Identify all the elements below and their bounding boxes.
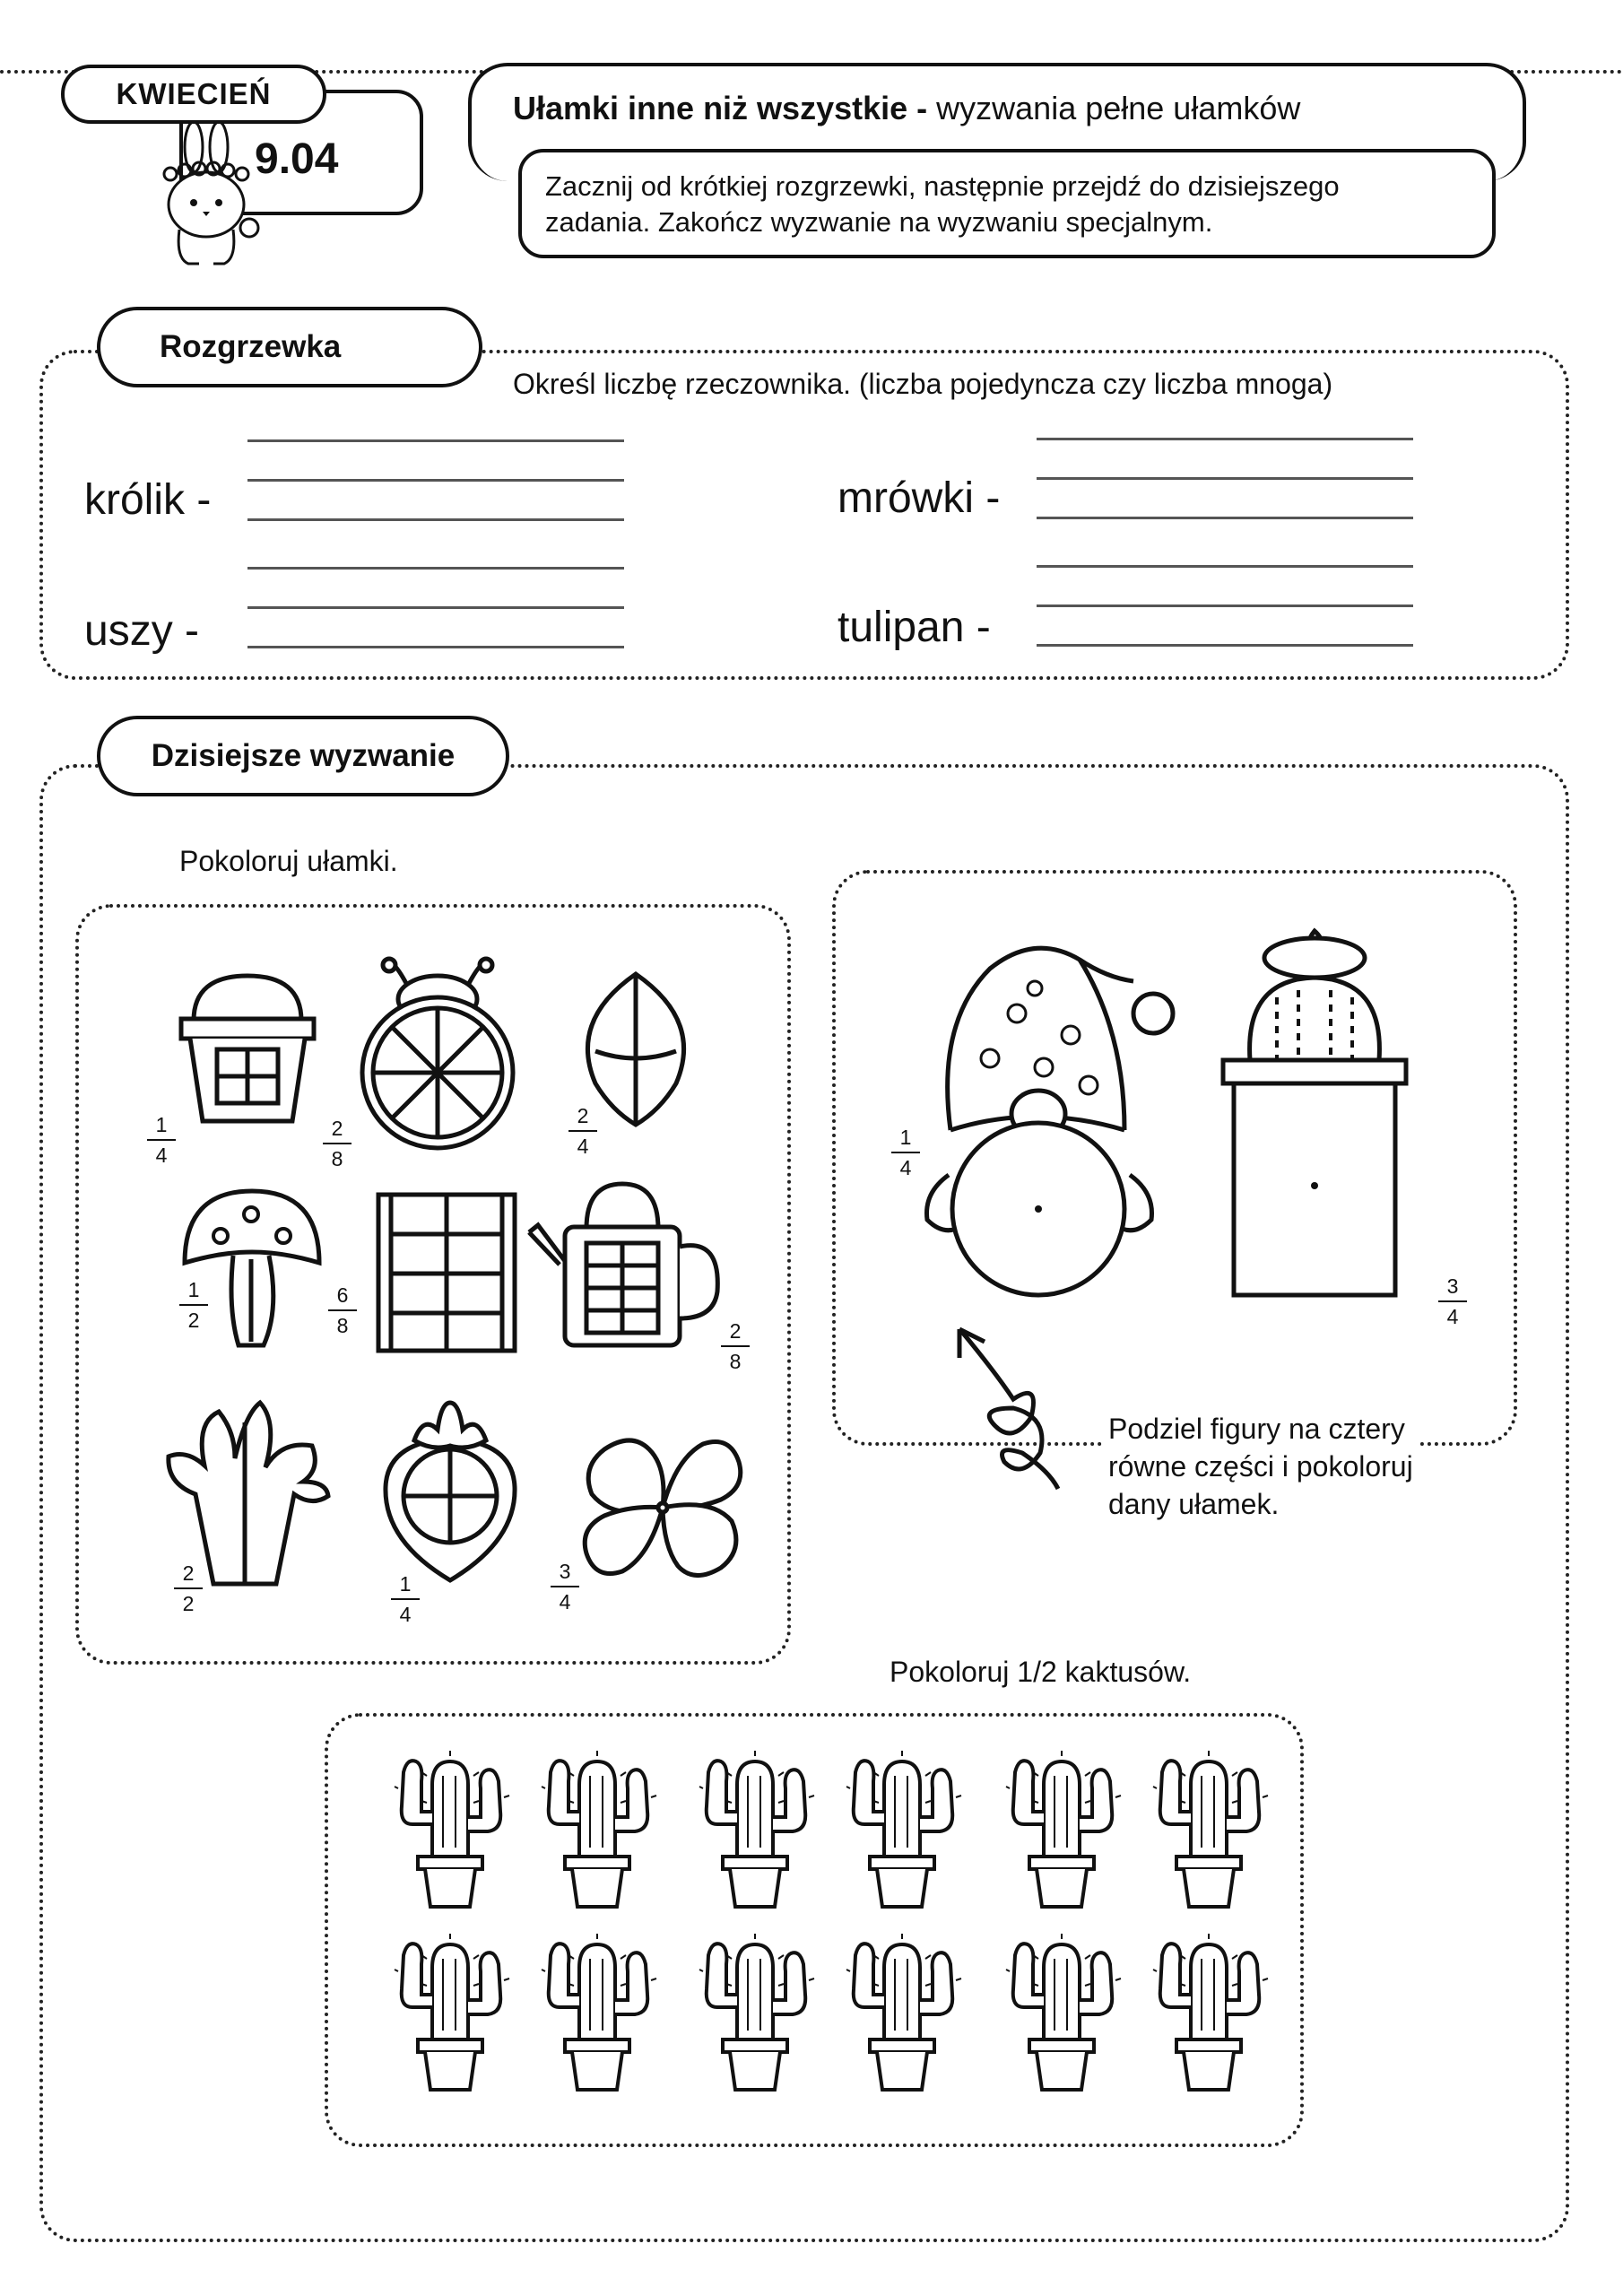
intro-line-2: zadania. Zakończ wyzwanie na wyzwaniu specjalnym. bbox=[545, 206, 1213, 238]
fraction-label: 2 4 bbox=[565, 1103, 601, 1159]
answer-line[interactable] bbox=[247, 567, 624, 570]
cactus-icon[interactable] bbox=[1153, 1932, 1270, 2102]
flower-icon[interactable] bbox=[577, 1422, 748, 1593]
title-text bbox=[513, 90, 1300, 127]
cactus-icon[interactable] bbox=[699, 1749, 816, 1919]
ladybug-icon[interactable] bbox=[348, 956, 527, 1153]
answer-line[interactable] bbox=[247, 518, 624, 521]
answer-line[interactable] bbox=[1037, 604, 1413, 607]
answer-line[interactable] bbox=[247, 439, 624, 442]
date-label: 9.04 bbox=[255, 135, 339, 183]
warmup-label: Rozgrzewka bbox=[160, 329, 342, 364]
cactus-icon[interactable] bbox=[1153, 1749, 1270, 1919]
bucket-icon[interactable] bbox=[176, 967, 319, 1128]
challenge-label: Dzisiejsze wyzwanie bbox=[151, 738, 456, 773]
cactus-icon[interactable] bbox=[1006, 1932, 1123, 2102]
challenge-tab bbox=[97, 716, 509, 796]
cactus-icon[interactable] bbox=[542, 1932, 658, 2102]
fraction-label: 2 8 bbox=[717, 1318, 753, 1374]
answer-line[interactable] bbox=[1037, 477, 1413, 480]
divide-line-1: Podziel figury na cztery bbox=[1108, 1413, 1405, 1445]
warmup-tab bbox=[97, 307, 482, 387]
strawberry-icon[interactable] bbox=[378, 1397, 522, 1586]
intro-text bbox=[545, 169, 1340, 240]
word-krolik: królik - bbox=[84, 476, 212, 524]
intro-line-1: Zacznij od krótkiej rozgrzewki, następnie przejdź do dzisiejszego bbox=[545, 170, 1340, 202]
fraction-label: 1 4 bbox=[143, 1112, 179, 1168]
answer-line[interactable] bbox=[247, 646, 624, 648]
fraction-label: 3 4 bbox=[547, 1559, 583, 1614]
chocolate-bar-icon[interactable] bbox=[373, 1189, 520, 1356]
answer-line[interactable] bbox=[1037, 438, 1413, 440]
color-fractions-label: Pokoloruj ułamki. bbox=[179, 845, 398, 877]
arrow-icon bbox=[942, 1318, 1076, 1498]
answer-line[interactable] bbox=[1037, 517, 1413, 519]
word-uszy: uszy - bbox=[84, 607, 200, 655]
cactus-icon[interactable] bbox=[846, 1749, 963, 1919]
answer-line[interactable] bbox=[247, 479, 624, 482]
answer-line[interactable] bbox=[247, 606, 624, 609]
cactus-icon[interactable] bbox=[699, 1932, 816, 2102]
divide-instruction bbox=[1105, 1408, 1417, 1525]
gnome-icon[interactable] bbox=[918, 924, 1187, 1300]
word-mrowki: mrówki - bbox=[838, 474, 1001, 522]
cactus-icon[interactable] bbox=[395, 1932, 511, 2102]
warmup-instruction: Określ liczbę rzeczownika. (liczba pojedyncza czy liczba mnoga) bbox=[513, 368, 1333, 400]
fraction-label: 2 2 bbox=[170, 1561, 206, 1616]
bunny-icon bbox=[143, 115, 269, 267]
cactus-pot-icon[interactable] bbox=[1218, 926, 1415, 1302]
cactus-label: Pokoloruj 1/2 kaktusów. bbox=[890, 1656, 1192, 1688]
cactus-icon[interactable] bbox=[1006, 1749, 1123, 1919]
word-tulipan: tulipan - bbox=[838, 604, 991, 651]
title-bold: Ułamki inne niż wszystkie - bbox=[513, 90, 928, 126]
fraction-label: 1 4 bbox=[387, 1571, 423, 1627]
cactus-icon[interactable] bbox=[395, 1749, 511, 1919]
answer-line[interactable] bbox=[1037, 644, 1413, 647]
cactus-icon[interactable] bbox=[846, 1932, 963, 2102]
fraction-label: 2 8 bbox=[319, 1116, 355, 1171]
fraction-label: 1 4 bbox=[888, 1125, 924, 1180]
cactus-icon[interactable] bbox=[542, 1749, 658, 1919]
fraction-label: 1 2 bbox=[176, 1277, 212, 1333]
watering-can-icon[interactable] bbox=[524, 1175, 730, 1354]
divide-line-3: dany ułamek. bbox=[1108, 1488, 1280, 1520]
fraction-label: 6 8 bbox=[325, 1283, 360, 1338]
month-label: KWIECIEŃ bbox=[116, 77, 272, 110]
fraction-label: 3 4 bbox=[1435, 1274, 1471, 1329]
answer-line[interactable] bbox=[1037, 565, 1413, 568]
title-rest: wyzwania pełne ułamków bbox=[927, 90, 1301, 126]
divide-line-2: równe części i pokoloruj bbox=[1108, 1450, 1413, 1483]
